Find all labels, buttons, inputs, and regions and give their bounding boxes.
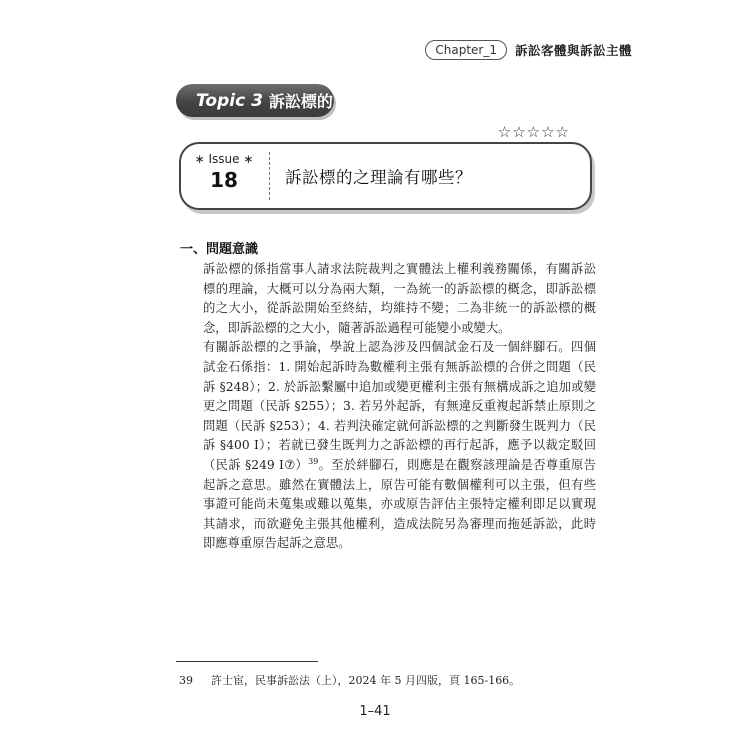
- footnote-number: 39: [179, 674, 193, 687]
- footnote-reference[interactable]: 39: [308, 456, 319, 466]
- running-header: [425, 40, 632, 60]
- topic-name: 訴訟標的: [268, 92, 333, 111]
- paragraph-2-tail: 。至於絆腳石，則應是在觀察該理論是否尊重原告起訴之意思。雖然在實體法上，原告可能有數個權利可以主張，但有些事證可能尚未蒐集或難以蒐集，亦或原告評估主張特定權利即足以實現其請求，而欲避免主張其他權利，造成法院另為審理而拖延訴訟，此時即應尊重原告起訴之意思。: [203, 457, 596, 551]
- issue-badge: [187, 152, 261, 192]
- section-heading: 一、問題意識: [180, 242, 259, 257]
- paragraph-1: 訴訟標的係指當事人請求法院裁判之實體法上權利義務關係，有關訴訟標的理論，大概可以分為兩大類，一為統一的訴訟標的概念，即訴訟標的之大小，從訴訟開始至終結，均維持不變；二為非統一的訴訟標的概念，即訴訟標的之大小，隨著訴訟過程可能變小或變大。: [203, 262, 596, 335]
- chapter-label: Chapter_1: [425, 40, 507, 60]
- paragraph-2: [203, 338, 596, 554]
- difficulty-stars-icon: ☆☆☆☆☆: [497, 123, 570, 141]
- issue-question: 訴訟標的之理論有哪些？: [285, 168, 472, 187]
- topic-label: Topic 3: [196, 90, 263, 111]
- issue-box: [179, 142, 592, 210]
- footnote-text: 許士宦，民事訴訟法（上），2024 年 5 月四版，頁 165-166。: [211, 674, 521, 687]
- topic-banner: [176, 84, 334, 117]
- chapter-title: 訴訟客體與訴訟主體: [514, 43, 632, 58]
- issue-number: 18: [210, 168, 238, 192]
- paragraph-2-text: 有關訴訟標的之爭論，學說上認為涉及四個試金石及一個絆腳石。四個試金石係指：1. 開始起訴時為數權利主張有無訴訟標的合併之問題（民訴 §248）；2. 於訴訟繫屬中追加或變更權利主張有無構成訴之追加或變更之問題（民訴 §255）；3. 若另外起訴，有無違反重複起訴禁止原則之問題（民訴 §253）；4. 若判決確定就何訴訟標的之判斷發生既判力（民訴 §400 Ⅰ）；若就已發生既判力之訴訟標的再行起訴，應予以裁定駁回（民訴 §249 Ⅰ⑦）: [203, 340, 596, 472]
- footnote-divider: [176, 661, 318, 662]
- issue-word: ∗ Issue ∗: [194, 152, 254, 166]
- issue-divider: [269, 152, 270, 200]
- body-text: [203, 260, 596, 554]
- page-number: 1–41: [359, 704, 391, 719]
- footnote: [179, 672, 520, 688]
